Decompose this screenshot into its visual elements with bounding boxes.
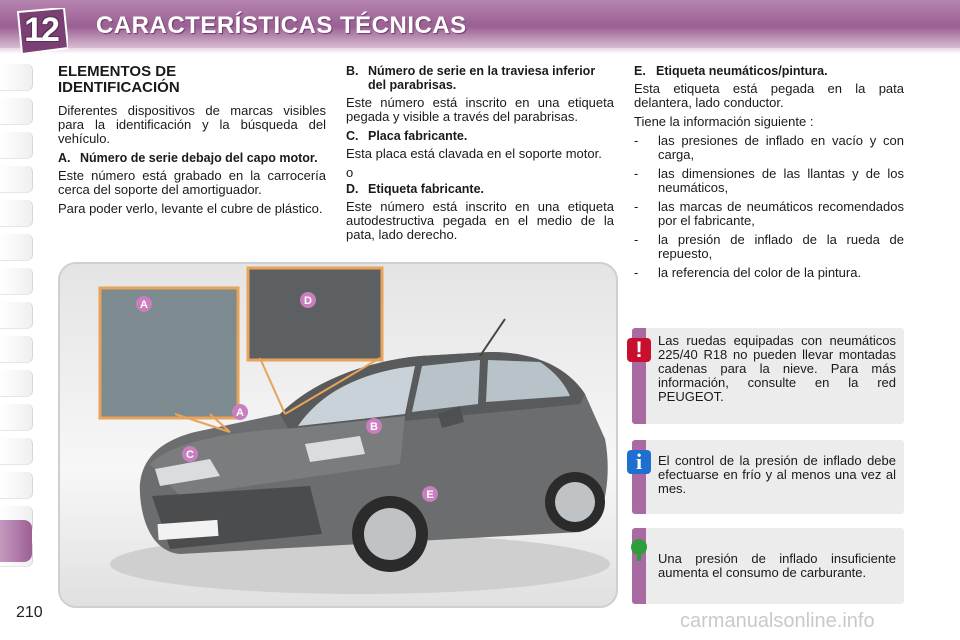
tree-icon (627, 538, 651, 562)
svg-text:C: C (186, 449, 194, 461)
item-c-title: C. Placa fabricante. (346, 129, 468, 143)
info-note (632, 440, 904, 514)
svg-text:B: B (370, 421, 378, 433)
column-serial-numbers (346, 64, 614, 247)
list-item: - las presiones de inflado en vacío y con carga, (634, 133, 904, 162)
car-illustration (60, 264, 616, 606)
marker-a-inset (136, 296, 152, 312)
warning-icon: ! (627, 338, 651, 362)
svg-text:A: A (236, 407, 244, 419)
item-a-text2: Para poder verlo, levante el cubre de plástico. (58, 201, 323, 216)
item-e-text: Esta etiqueta está pegada en la pata delantera, lado conductor. (634, 81, 904, 110)
marker-e (422, 486, 438, 502)
chapter-tab-active[interactable] (0, 520, 32, 562)
chapter-tab[interactable] (0, 302, 33, 329)
marker-d-inset (300, 292, 316, 308)
or-text: o (346, 165, 354, 180)
list-item: - las marcas de neumáticos recomendados por el fabricante, (634, 199, 904, 228)
item-a-text: Este número está grabado en la carrocería cerca del soporte del amortiguador. (58, 168, 326, 197)
item-d-title: D. Etiqueta fabricante. (346, 182, 484, 196)
chapter-tab[interactable] (0, 234, 33, 261)
list-item: - la presión de inflado de la rueda de repuesto, (634, 232, 904, 261)
svg-text:A: A (140, 299, 148, 311)
chapter-tab[interactable] (0, 98, 33, 125)
svg-text:E: E (426, 489, 434, 501)
chapter-tab[interactable] (0, 200, 33, 227)
chapter-tab[interactable] (0, 132, 33, 159)
warning-note (632, 328, 904, 424)
column-tyre-label (634, 64, 904, 285)
info-text: El control de la presión de inflado debe efectuarse en frío y al menos una vez al mes. (658, 453, 896, 496)
chapter-tabs (0, 56, 34, 586)
item-e-title: E. Etiqueta neumáticos/pintura. (634, 64, 828, 78)
warning-text: Las ruedas equipadas con neumáticos 225/40 R18 no pueden llevar montadas cadenas para la nieve. Para más información, consulte en la red PEUGEOT. (658, 333, 896, 404)
page-title: CARACTERÍSTICAS TÉCNICAS (96, 12, 467, 39)
chapter-tab[interactable] (0, 472, 33, 499)
intro-text: Diferentes dispositivos de marcas visibles para la identificación y la búsqueda del vehículo. (58, 103, 326, 146)
item-b-text: Este número está inscrito en una etiqueta pegada y visible a través del parabrisas. (346, 95, 614, 124)
eco-text: Una presión de inflado insuficiente aumenta el consumo de carburante. (658, 551, 896, 580)
chapter-tab[interactable] (0, 370, 33, 397)
page-number: 210 (16, 604, 43, 621)
item-e-text2: Tiene la información siguiente : (634, 114, 814, 129)
chapter-tab[interactable] (0, 336, 33, 363)
list-item: - la referencia del color de la pintura. (634, 265, 862, 280)
marker-c (182, 446, 198, 462)
car-identification-figure (58, 262, 618, 608)
marker-b (366, 418, 382, 434)
item-a-title: A. Número de serie debajo del capo motor. (58, 151, 318, 165)
list-item: - las dimensiones de las llantas y de los neumáticos, (634, 166, 904, 195)
item-d-text: Este número está inscrito en una etiqueta autodestructiva pegada en el medio de la pata, lado derecho. (346, 199, 614, 242)
chapter-tab[interactable] (0, 64, 33, 91)
item-c-text: Esta placa está clavada en el soporte motor. (346, 146, 602, 161)
header-divider (0, 48, 960, 54)
chapter-tab[interactable] (0, 438, 33, 465)
chapter-number: 12 (24, 11, 58, 49)
chapter-tab[interactable] (0, 268, 33, 295)
section-title: ELEMENTOS DE IDENTIFICACIÓN (58, 63, 180, 96)
chapter-tab[interactable] (0, 166, 33, 193)
chapter-tab[interactable] (0, 404, 33, 431)
svg-text:D: D (304, 295, 312, 307)
column-identification (58, 64, 326, 221)
watermark: carmanualsonline.info (680, 610, 875, 632)
info-icon: i (627, 450, 651, 474)
item-b-title: B. Número de serie en la traviesa inferior del parabrisas. (346, 64, 596, 92)
eco-note (632, 528, 904, 604)
marker-a (232, 404, 248, 420)
